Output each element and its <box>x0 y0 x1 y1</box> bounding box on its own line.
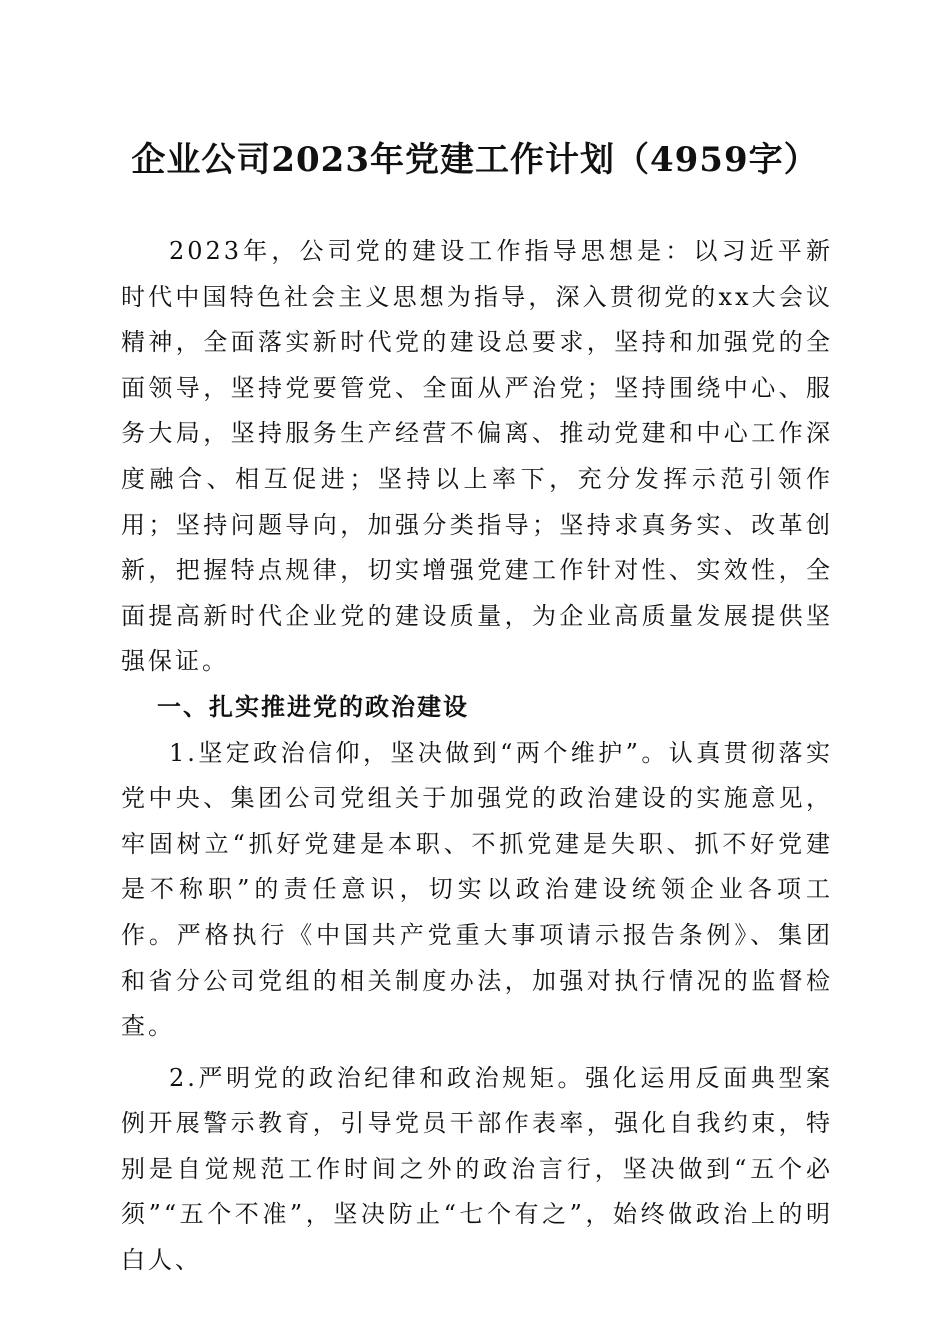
document-title: 企业公司2023年党建工作计划（4959字） <box>131 140 819 180</box>
section-1-item-2: 2.严明党的政治纪律和政治规矩。强化运用反面典型案例开展警示教育，引导党员干部作表率，强化自我约束，特别是自觉规范工作时间之外的政治言行，坚决做到“五个必须”“五个不准”，坚决防止“七个有之”，始终做政治上的明白人、 <box>121 1063 833 1275</box>
section-heading-1: 一、扎实推进党的政治建设 <box>157 692 469 721</box>
intro-paragraph: 2023年，公司党的建设工作指导思想是：以习近平新时代中国特色社会主义思想为指导，深入贯彻党的xx大会议精神，全面落实新时代党的建设总要求，坚持和加强党的全面领导，坚持党要管党、全面从严治党；坚持围绕中心、服务大局，坚持服务生产经营不偏离、推动党建和中心工作深度融合、相互促进；坚持以上率下，充分发挥示范引领作用；坚持问题导向，加强分类指导；坚持求真务实、改革创新，把握特点规律，切实增强党建工作针对性、实效性，全面提高新时代企业党的建设质量，为企业高质量发展提供坚强保证。 <box>121 237 833 676</box>
document-body <box>121 229 833 1284</box>
section-1-item-1: 1.坚定政治信仰，坚决做到“两个维护”。认真贯彻落实党中央、集团公司党组关于加强党的政治建设的实施意见，牢固树立“抓好党建是本职、不抓党建是失职、抓不好党建是不称职”的责任意识，切实以政治建设统领企业各项工作。严格执行《中国共产党重大事项请示报告条例》、集团和省分公司党组的相关制度办法，加强对执行情况的监督检查。 <box>121 738 833 1041</box>
